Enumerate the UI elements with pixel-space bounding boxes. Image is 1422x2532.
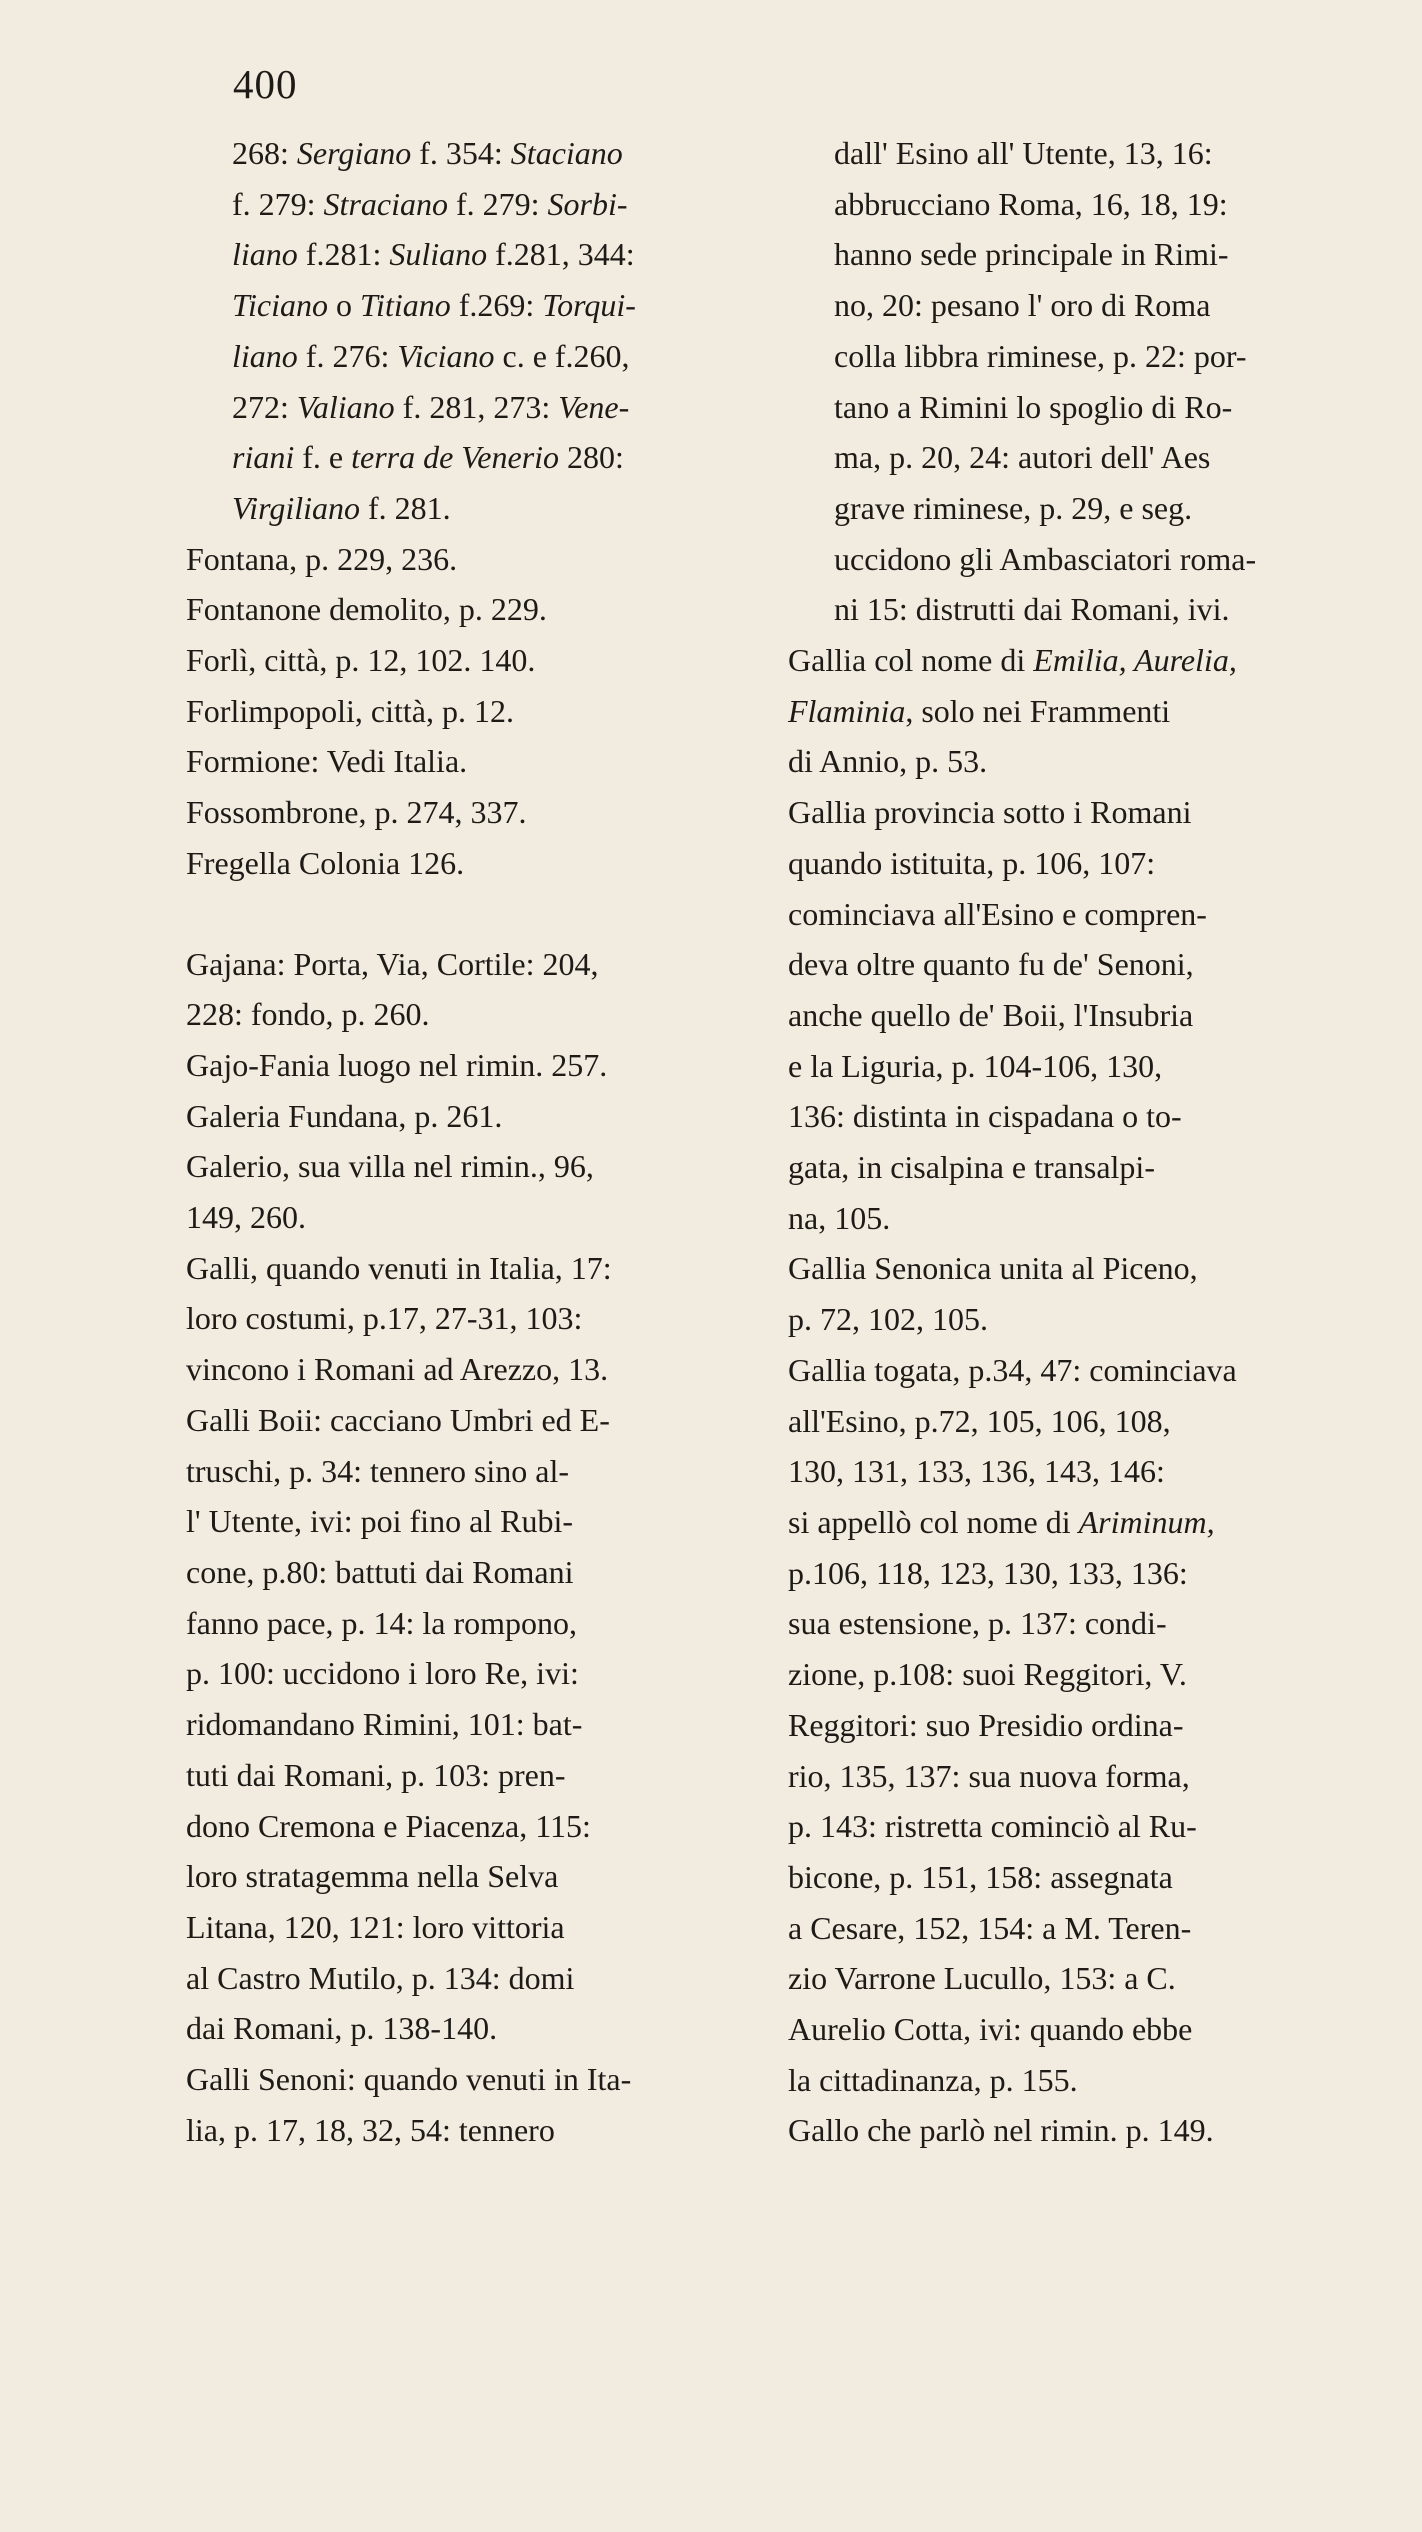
index-line: all'Esino, p.72, 105, 106, 108, xyxy=(788,1402,1171,1439)
index-line: truschi, p. 34: tennero sino al- xyxy=(186,1452,570,1489)
index-entry xyxy=(186,635,746,686)
index-line: Gallia togata, p.34, 47: cominciava xyxy=(788,1351,1237,1388)
index-entry xyxy=(788,1243,1368,1344)
index-line: Virgiliano f. 281. xyxy=(232,489,451,526)
index-line: Galli Senoni: quando venuti in Ita- xyxy=(186,2061,632,2098)
index-line: Aurelio Cotta, ivi: quando ebbe xyxy=(788,2011,1193,2048)
index-entry xyxy=(186,736,746,787)
index-entry xyxy=(186,686,746,737)
index-column-right xyxy=(788,128,1368,2156)
index-line: Galerio, sua villa nel rimin., 96, xyxy=(186,1148,594,1185)
index-line: dono Cremona e Piacenza, 115: xyxy=(186,1807,591,1844)
index-line: Gajo-Fania luogo nel rimin. 257. xyxy=(186,1046,608,1083)
page-number: 400 xyxy=(233,61,298,107)
index-line: Gallia provincia sotto i Romani xyxy=(788,794,1192,831)
index-entry xyxy=(788,635,1368,787)
index-line: tuti dai Romani, p. 103: pren- xyxy=(186,1756,566,1793)
index-line: quando istituita, p. 106, 107: xyxy=(788,844,1156,881)
index-line: vincono i Romani ad Arezzo, 13. xyxy=(186,1351,609,1388)
index-line: gata, in cisalpina e transalpi- xyxy=(788,1149,1155,1186)
index-line: p. 143: ristretta cominciò al Ru- xyxy=(788,1808,1197,1845)
index-line: Fontanone demolito, p. 229. xyxy=(186,591,547,628)
index-entry xyxy=(186,534,746,585)
index-line: abbrucciano Roma, 16, 18, 19: xyxy=(834,185,1228,222)
index-line: Flaminia, solo nei Frammenti xyxy=(788,692,1171,729)
index-line: 228: fondo, p. 260. xyxy=(186,996,430,1033)
index-line: Forlì, città, p. 12, 102. 140. xyxy=(186,642,536,679)
index-line: Fregella Colonia 126. xyxy=(186,844,465,881)
index-line: p. 72, 102, 105. xyxy=(788,1301,988,1338)
index-line: tano a Rimini lo spoglio di Ro- xyxy=(834,388,1233,425)
index-line: ni 15: distrutti dai Romani, ivi. xyxy=(834,591,1230,628)
index-entry xyxy=(186,1091,746,1142)
index-line: la cittadinanza, p. 155. xyxy=(788,2061,1078,2098)
index-line: Ticiano o Titiano f.269: Torqui- xyxy=(232,287,636,324)
index-line: ridomandano Rimini, 101: bat- xyxy=(186,1706,583,1743)
index-line: zio Varrone Lucullo, 153: a C. xyxy=(788,1960,1176,1997)
index-line: 136: distinta in cispadana o to- xyxy=(788,1098,1182,1135)
index-entry-continuation xyxy=(186,128,746,534)
index-line: al Castro Mutilo, p. 134: domi xyxy=(186,1959,575,1996)
index-entry xyxy=(186,1243,746,1395)
index-line: loro costumi, p.17, 27-31, 103: xyxy=(186,1300,583,1337)
index-entry xyxy=(186,939,746,1040)
index-line: grave riminese, p. 29, e seg. xyxy=(834,489,1193,526)
index-entry xyxy=(186,1395,746,2054)
index-line: colla libbra riminese, p. 22: por- xyxy=(834,337,1247,374)
index-entry-continuation xyxy=(788,128,1368,635)
index-line: fanno pace, p. 14: la rompono, xyxy=(186,1604,577,1641)
index-line: Galeria Fundana, p. 261. xyxy=(186,1097,503,1134)
index-entry xyxy=(788,1345,1368,2106)
index-line: sua estensione, p. 137: condi- xyxy=(788,1605,1167,1642)
index-entry xyxy=(186,584,746,635)
index-line: Formione: Vedi Italia. xyxy=(186,743,468,780)
index-entry xyxy=(788,787,1368,1243)
index-line: si appellò col nome di Ariminum, xyxy=(788,1503,1215,1540)
index-line: Gallia Senonica unita al Piceno, xyxy=(788,1250,1198,1287)
index-entry xyxy=(186,838,746,889)
index-line: cominciava all'Esino e compren- xyxy=(788,895,1207,932)
index-line: Gajana: Porta, Via, Cortile: 204, xyxy=(186,945,599,982)
index-line: riani f. e terra de Venerio 280: xyxy=(232,439,624,476)
index-entry xyxy=(186,1141,746,1242)
index-line: di Annio, p. 53. xyxy=(788,743,988,780)
index-line: anche quello de' Boii, l'Insubria xyxy=(788,996,1194,1033)
index-entry xyxy=(186,787,746,838)
index-line: no, 20: pesano l' oro di Roma xyxy=(834,287,1211,324)
index-line: 130, 131, 133, 136, 143, 146: xyxy=(788,1453,1165,1490)
index-line: a Cesare, 152, 154: a M. Teren- xyxy=(788,1909,1192,1946)
index-line: hanno sede principale in Rimi- xyxy=(834,236,1229,273)
index-line: Fontana, p. 229, 236. xyxy=(186,540,458,577)
index-line: 149, 260. xyxy=(186,1199,306,1236)
index-line: bicone, p. 151, 158: assegnata xyxy=(788,1858,1173,1895)
index-line: Galli Boii: cacciano Umbri ed E- xyxy=(186,1401,610,1438)
index-entry xyxy=(186,1040,746,1091)
index-line: Reggitori: suo Presidio ordina- xyxy=(788,1706,1184,1743)
index-line: p. 100: uccidono i loro Re, ivi: xyxy=(186,1655,579,1692)
index-line: liano f. 276: Viciano c. e f.260, xyxy=(232,337,630,374)
index-line: Litana, 120, 121: loro vittoria xyxy=(186,1908,565,1945)
index-line: cone, p.80: battuti dai Romani xyxy=(186,1553,574,1590)
index-line: dall' Esino all' Utente, 13, 16: xyxy=(834,135,1213,171)
index-line: Forlimpopoli, città, p. 12. xyxy=(186,692,514,729)
index-line: Galli, quando venuti in Italia, 17: xyxy=(186,1249,612,1286)
section-gap xyxy=(186,889,746,939)
index-line: l' Utente, ivi: poi fino al Rubi- xyxy=(186,1503,574,1540)
index-line: deva oltre quanto fu de' Senoni, xyxy=(788,946,1194,983)
index-line: 268: Sergiano f. 354: Staciano xyxy=(232,135,623,171)
index-line: uccidono gli Ambasciatori roma- xyxy=(834,540,1257,577)
index-line: f. 279: Straciano f. 279: Sorbi- xyxy=(232,185,628,222)
index-line: loro stratagemma nella Selva xyxy=(186,1858,559,1895)
index-line: zione, p.108: suoi Reggitori, V. xyxy=(788,1656,1187,1693)
index-line: Gallo che parlò nel rimin. p. 149. xyxy=(788,2112,1214,2149)
index-line: Gallia col nome di Emilia, Aurelia, xyxy=(788,642,1237,679)
index-line: e la Liguria, p. 104-106, 130, xyxy=(788,1047,1163,1084)
index-line: rio, 135, 137: sua nuova forma, xyxy=(788,1757,1190,1794)
index-line: liano f.281: Suliano f.281, 344: xyxy=(232,236,635,273)
index-entry xyxy=(788,2105,1368,2156)
index-column-left xyxy=(186,128,746,2155)
index-entry xyxy=(186,2054,746,2155)
index-line: lia, p. 17, 18, 32, 54: tennero xyxy=(186,2111,555,2148)
index-line: p.106, 118, 123, 130, 133, 136: xyxy=(788,1554,1188,1591)
index-line: na, 105. xyxy=(788,1199,891,1236)
index-line: dai Romani, p. 138-140. xyxy=(186,2010,498,2047)
index-line: Fossombrone, p. 274, 337. xyxy=(186,794,527,831)
index-line: ma, p. 20, 24: autori dell' Aes xyxy=(834,439,1211,476)
index-line: 272: Valiano f. 281, 273: Vene- xyxy=(232,388,630,425)
